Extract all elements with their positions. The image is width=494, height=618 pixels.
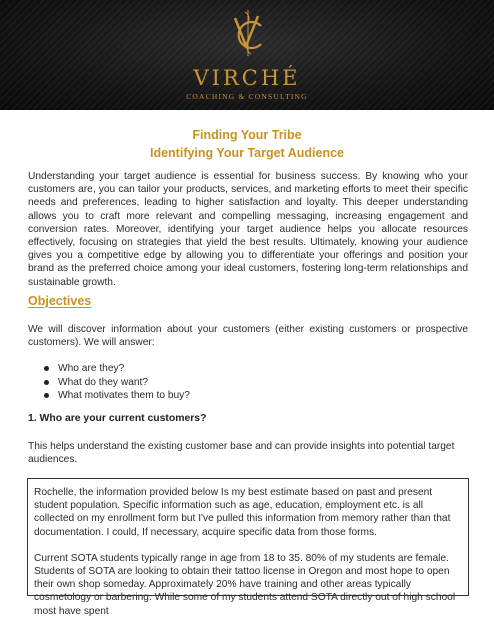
answer-text-box[interactable]	[27, 478, 469, 617]
answer-paragraph: Rochelle, the information provided below Is my best estimate based on past and present student population. Specific information such as age, education, employment etc. is all collected on my enrollment form but I've pulled this information from memory rather than that documentation. I could, If necessary, acquire specific data from those forms.	[34, 487, 451, 538]
question-heading: 1. Who are your current customers?	[28, 413, 207, 424]
list-item-label: What do they want?	[58, 376, 149, 388]
brand-logo	[0, 6, 494, 106]
list-item-label: What motivates them to buy?	[58, 390, 190, 402]
header-banner	[0, 0, 494, 110]
list-item	[44, 389, 190, 403]
list-item	[44, 376, 190, 390]
list-item	[44, 362, 190, 376]
vc-monogram-icon	[225, 8, 271, 58]
document-title: Finding Your Tribe	[192, 128, 302, 142]
objectives-text: We will discover information about your customers (either existing customers or prospective customers). We will answer:	[28, 324, 468, 349]
intro-paragraph: Understanding your target audience is essential for business success. By knowing who your customers are, you can tailor your products, services, and marketing efforts to meet their specific needs and preferences, leading to higher satisfaction and loyalty. This deeper understanding allows you to craft more relevant and compelling messaging, increasing engagement and conversion rates. Moreover, identifying your target audience helps you allocate resources effectively, focusing on strategies that yield the best results. Ultimately, knowing your audience gives you a competitive edge by allowing you to differentiate your offerings and position your brand as the preferred choice among your ideal customers, fostering long-term relationships and sustainable growth.	[28, 171, 468, 288]
list-item-label: Who are they?	[58, 363, 125, 374]
answer-paragraph: Current SOTA students typically range in age from 18 to 35. 80% of my students are female. Students of SOTA are looking to obtain their tattoo license in Oregon and most hope to open their own shop someday. Approximately 20% have training and other areas typically cosmetology or barbering. While some of my students attend SOTA directly out of high school most have spent	[34, 552, 456, 617]
document-subtitle: Identifying Your Target Audience	[149, 146, 344, 160]
brand-tagline: COACHING & CONSULTING	[186, 92, 308, 101]
bullet-icon	[44, 380, 49, 385]
brand-name: VIRCHÉ	[193, 66, 301, 90]
objectives-heading: Objectives	[28, 294, 92, 308]
bullet-icon	[44, 366, 49, 371]
question-help-text: This helps understand the existing customer base and can provide insights into potential target audiences.	[28, 441, 455, 466]
bullet-icon	[44, 393, 49, 398]
objectives-list	[44, 362, 190, 403]
